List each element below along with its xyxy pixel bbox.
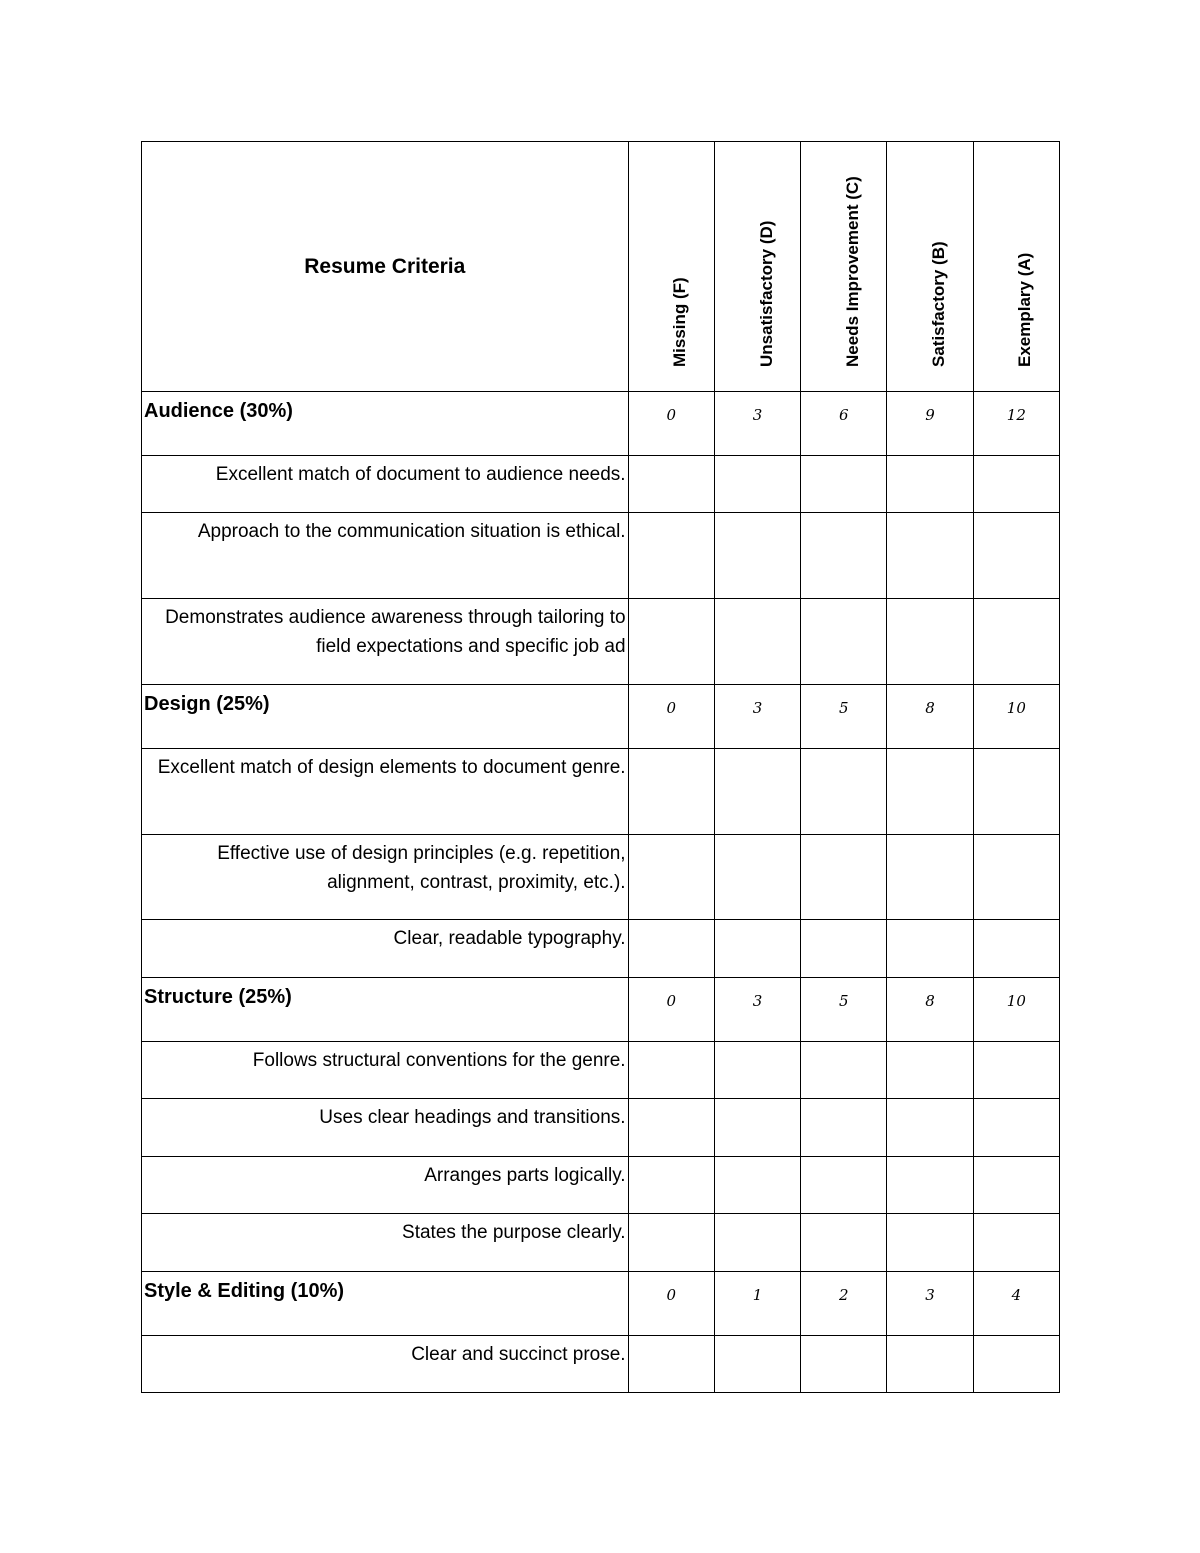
section-row-design — [142, 685, 1060, 749]
rating-cell[interactable] — [887, 599, 973, 685]
criterion-text: Excellent match of document to audience needs. — [142, 456, 629, 513]
criterion-text: Excellent match of design elements to document genre. — [142, 749, 629, 835]
rating-cell[interactable] — [714, 1336, 800, 1393]
rating-cell[interactable] — [714, 599, 800, 685]
criterion-row — [142, 1099, 1060, 1157]
rating-cell[interactable] — [801, 1157, 887, 1214]
level-header-exemplary — [973, 142, 1059, 392]
level-label: Needs Improvement (C) — [842, 176, 862, 367]
rating-cell[interactable] — [887, 1099, 973, 1157]
rating-cell[interactable] — [628, 1099, 714, 1157]
section-title: Audience (30%) — [142, 392, 629, 456]
rating-cell[interactable] — [973, 456, 1059, 513]
rating-cell[interactable] — [714, 1099, 800, 1157]
score-cell: 3 — [714, 685, 800, 749]
criterion-row — [142, 1042, 1060, 1099]
rating-cell[interactable] — [887, 513, 973, 599]
criterion-text: Arranges parts logically. — [142, 1157, 629, 1214]
level-header-needs-improvement — [801, 142, 887, 392]
score-cell: 3 — [714, 978, 800, 1042]
rating-cell[interactable] — [887, 1214, 973, 1272]
rating-cell[interactable] — [973, 835, 1059, 920]
rating-cell[interactable] — [714, 749, 800, 835]
score-cell: 5 — [801, 978, 887, 1042]
criterion-text: Uses clear headings and transitions. — [142, 1099, 629, 1157]
criterion-row — [142, 456, 1060, 513]
criterion-row — [142, 513, 1060, 599]
score-cell: 0 — [628, 392, 714, 456]
rating-cell[interactable] — [887, 920, 973, 978]
rating-cell[interactable] — [801, 835, 887, 920]
score-cell: 3 — [714, 392, 800, 456]
section-title: Design (25%) — [142, 685, 629, 749]
rating-cell[interactable] — [628, 599, 714, 685]
level-label: Missing (F) — [670, 277, 690, 367]
level-label: Exemplary (A) — [1015, 252, 1035, 367]
criterion-text: Approach to the communication situation is ethical. — [142, 513, 629, 599]
rating-cell[interactable] — [714, 456, 800, 513]
score-cell: 8 — [887, 685, 973, 749]
level-header-missing — [628, 142, 714, 392]
section-title: Structure (25%) — [142, 978, 629, 1042]
score-cell: 1 — [714, 1272, 800, 1336]
rating-cell[interactable] — [801, 513, 887, 599]
rating-cell[interactable] — [628, 1214, 714, 1272]
rating-cell[interactable] — [887, 456, 973, 513]
rating-cell[interactable] — [714, 1214, 800, 1272]
rating-cell[interactable] — [801, 456, 887, 513]
rating-cell[interactable] — [628, 1157, 714, 1214]
score-cell: 0 — [628, 1272, 714, 1336]
score-cell: 9 — [887, 392, 973, 456]
score-cell: 10 — [973, 685, 1059, 749]
section-row-style-editing — [142, 1272, 1060, 1336]
criterion-text: Effective use of design principles (e.g. repetition, alignment, contrast, proximity, etc.). — [142, 835, 629, 920]
criterion-row — [142, 1157, 1060, 1214]
score-cell: 6 — [801, 392, 887, 456]
rating-cell[interactable] — [801, 599, 887, 685]
rating-cell[interactable] — [801, 749, 887, 835]
criterion-text: States the purpose clearly. — [142, 1214, 629, 1272]
rating-cell[interactable] — [628, 513, 714, 599]
criterion-row — [142, 920, 1060, 978]
criterion-row — [142, 749, 1060, 835]
level-label: Satisfactory (B) — [929, 241, 949, 367]
criterion-row — [142, 1214, 1060, 1272]
rating-cell[interactable] — [714, 920, 800, 978]
rating-cell[interactable] — [973, 513, 1059, 599]
section-row-structure — [142, 978, 1060, 1042]
rating-cell[interactable] — [628, 920, 714, 978]
rating-cell[interactable] — [714, 1042, 800, 1099]
rating-cell[interactable] — [973, 749, 1059, 835]
level-header-satisfactory — [887, 142, 973, 392]
criterion-row — [142, 599, 1060, 685]
score-cell: 10 — [973, 978, 1059, 1042]
rating-cell[interactable] — [801, 1214, 887, 1272]
rating-cell[interactable] — [887, 749, 973, 835]
rating-cell[interactable] — [628, 1336, 714, 1393]
rating-cell[interactable] — [973, 1214, 1059, 1272]
score-cell: 12 — [973, 392, 1059, 456]
criterion-text: Clear, readable typography. — [142, 920, 629, 978]
rating-cell[interactable] — [801, 920, 887, 978]
criterion-text: Clear and succinct prose. — [142, 1336, 629, 1393]
rubric-table — [141, 141, 1060, 1393]
rating-cell[interactable] — [887, 1336, 973, 1393]
rating-cell[interactable] — [973, 1157, 1059, 1214]
score-cell: 3 — [887, 1272, 973, 1336]
level-label: Unsatisfactory (D) — [756, 220, 776, 367]
score-cell: 0 — [628, 978, 714, 1042]
rubric-title: Resume Criteria — [142, 142, 629, 392]
rating-cell[interactable] — [714, 1157, 800, 1214]
rating-cell[interactable] — [628, 456, 714, 513]
section-title: Style & Editing (10%) — [142, 1272, 629, 1336]
score-cell: 5 — [801, 685, 887, 749]
score-cell: 8 — [887, 978, 973, 1042]
rating-cell[interactable] — [628, 749, 714, 835]
rating-cell[interactable] — [887, 1157, 973, 1214]
rating-cell[interactable] — [973, 1042, 1059, 1099]
rating-cell[interactable] — [628, 835, 714, 920]
section-row-audience — [142, 392, 1060, 456]
rating-cell[interactable] — [714, 835, 800, 920]
criterion-text: Follows structural conventions for the genre. — [142, 1042, 629, 1099]
level-header-unsatisfactory — [714, 142, 800, 392]
rating-cell[interactable] — [628, 1042, 714, 1099]
header-row — [142, 142, 1060, 392]
score-cell: 0 — [628, 685, 714, 749]
rating-cell[interactable] — [801, 1042, 887, 1099]
rating-cell[interactable] — [887, 835, 973, 920]
rating-cell[interactable] — [973, 1099, 1059, 1157]
rating-cell[interactable] — [714, 513, 800, 599]
criterion-row — [142, 835, 1060, 920]
rating-cell[interactable] — [801, 1336, 887, 1393]
score-cell: 2 — [801, 1272, 887, 1336]
rating-cell[interactable] — [973, 1336, 1059, 1393]
rating-cell[interactable] — [887, 1042, 973, 1099]
criterion-row — [142, 1336, 1060, 1393]
criterion-text: Demonstrates audience awareness through tailoring to field expectations and specific job ad — [142, 599, 629, 685]
rating-cell[interactable] — [973, 920, 1059, 978]
rating-cell[interactable] — [801, 1099, 887, 1157]
score-cell: 4 — [973, 1272, 1059, 1336]
rating-cell[interactable] — [973, 599, 1059, 685]
